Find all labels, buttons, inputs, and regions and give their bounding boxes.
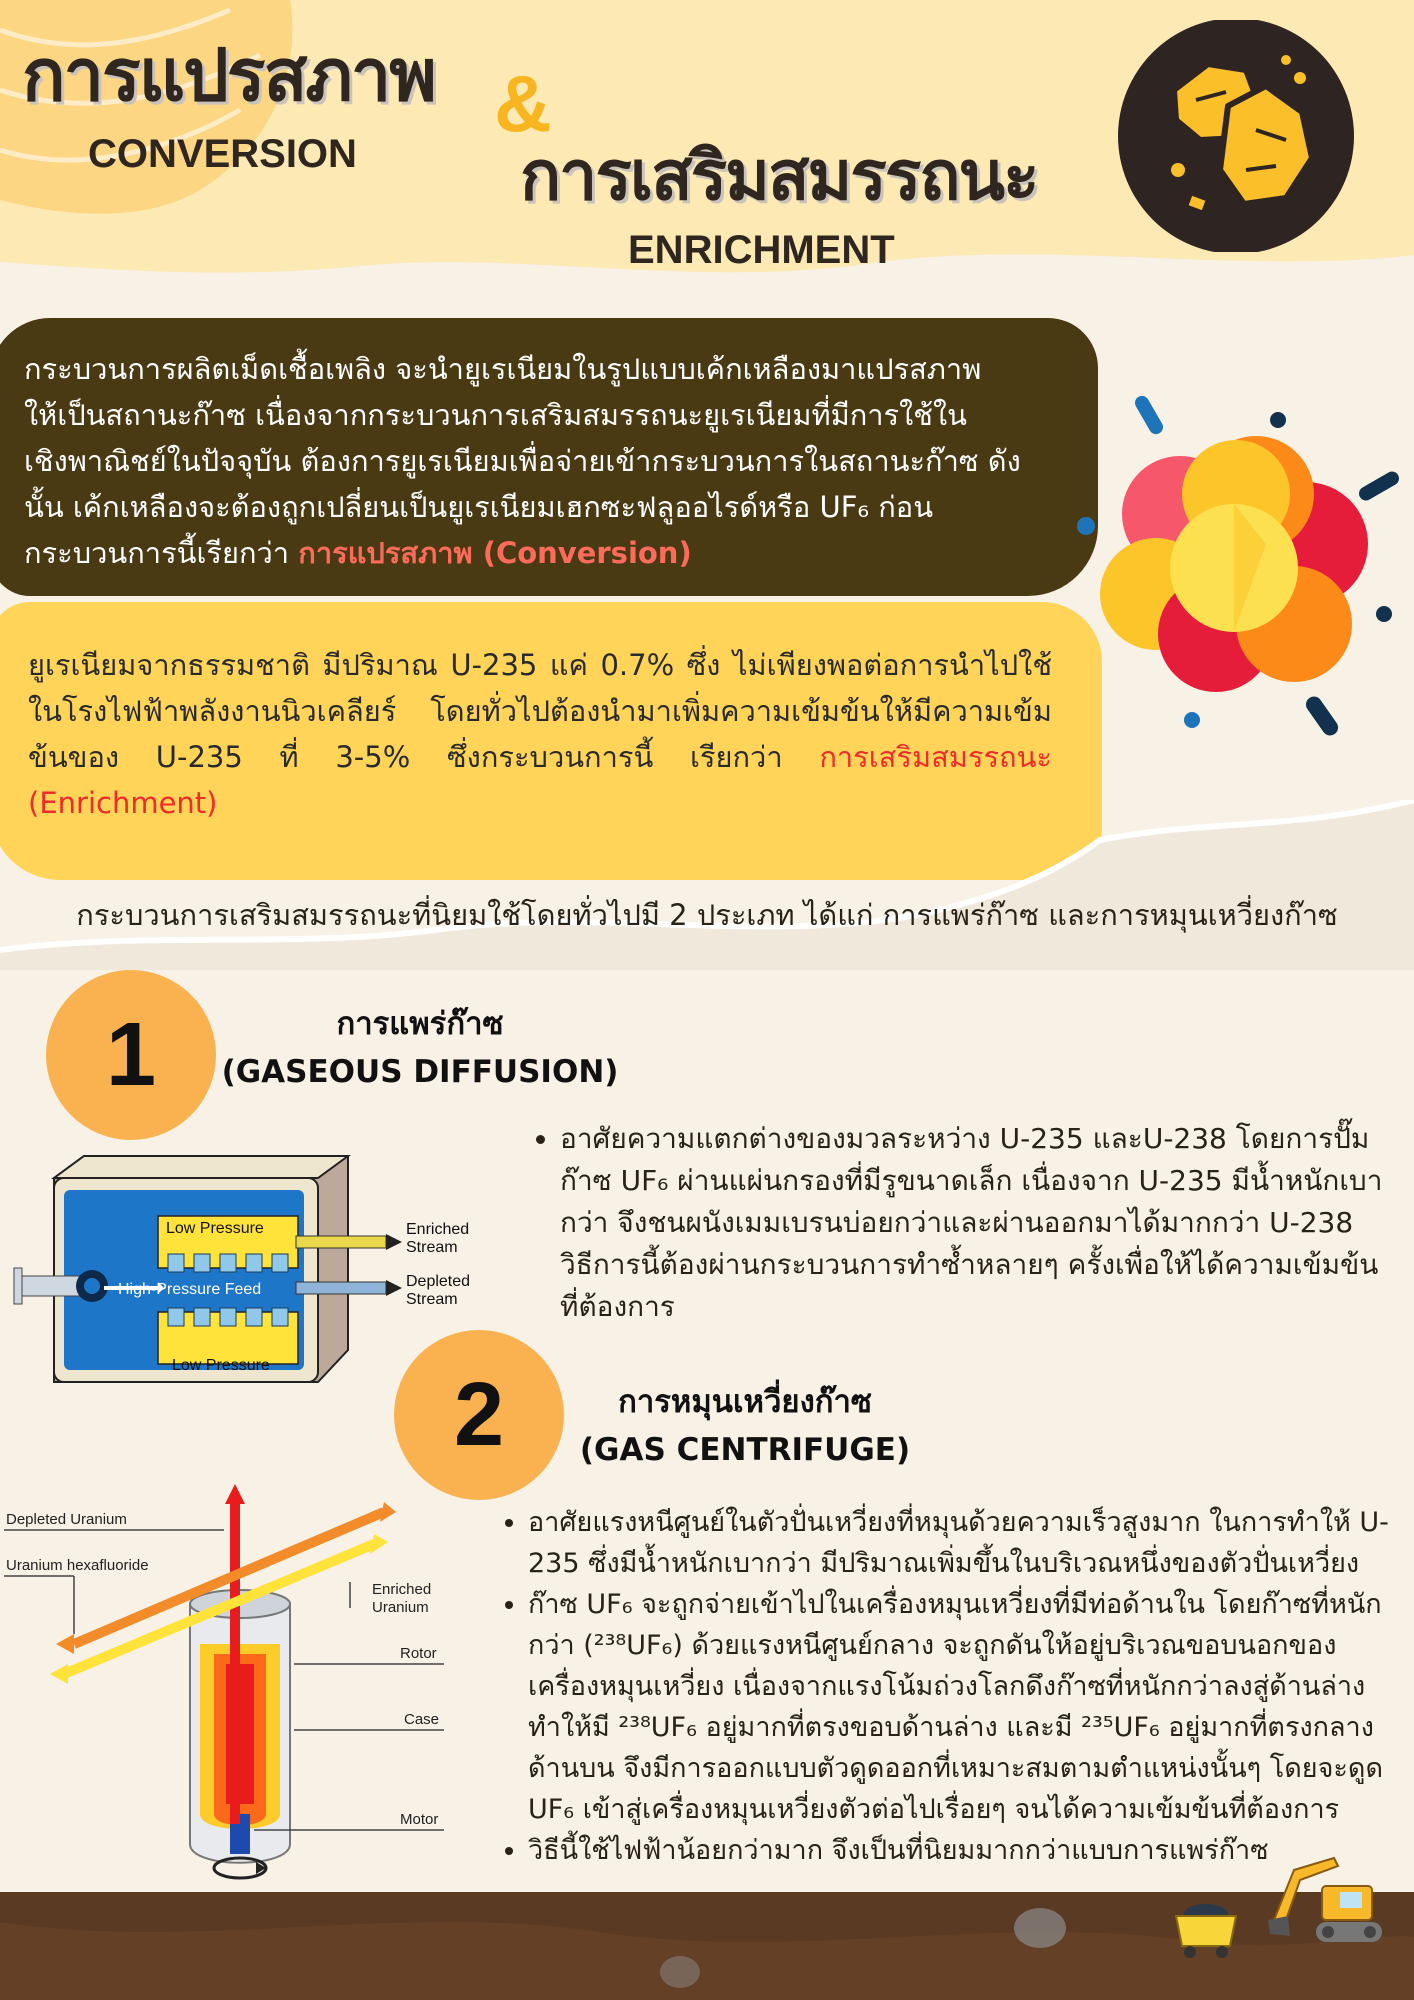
section-2-bullet-2: • ก๊าซ UF₆ จะถูกจ่ายเข้าไปในเครื่องหมุนเหวี่ยงที่มีท่อด้านใน โดยก๊าซที่หนักกว่า (²³⁸UF₆) ด้วยแรงหนีศูนย์กลาง จะถูกดันให้อยู่บริเวณขอบนอกของเครื่องหมุนเหวี่ยง เนื่องจากแรงโน้มถ่วงโลกดึงก๊าซที่หนักกว่าลงสู่ด้านล่าง ทำให้มี ²³⁸UF₆ อยู่มากที่ตรงขอบด้านล่าง และมี ²³⁵UF₆ อยู่มากที่ตรงกลางด้านบน จึงมีการออกแบบตัวดูดออกที่เหมาะสมตามตำแหน่งนั้นๆ โดยจะดูด UF₆ เข้าสู่เครื่องหมุนเหวี่ยงตัวต่อไปเรื่อยๆ จนได้ความเข้มข้นที่ต้องการ (528, 1584, 1390, 1830)
conversion-line-2: ให้เป็นสถานะก๊าซ เนื่องจากกระบวนการเสริมสมรรถนะยูเรเนียมที่มีการใช้ใน (24, 398, 967, 432)
section-1-bullets (526, 1118, 1384, 1328)
section-1-bullet-1: • อาศัยความแตกต่างของมวลระหว่าง U-235 และU-238 โดยการปั๊มก๊าซ UF₆ ผ่านแผ่นกรองที่มีรูขนาดเล็ก เนื่องจาก U-235 มีน้ำหนักเบากว่า จึงชนผนังเมมเบรนบ่อยกว่าและผ่านออกมาได้มากกว่า U-238 วิธีการนี้ต้องผ่านกระบวนการทำซ้ำหลายๆ ครั้งเพื่อให้ได้ความเข้มข้นที่ต้องการ (560, 1118, 1384, 1328)
diffusion-low-pressure-top-label: Low Pressure (166, 1220, 264, 1237)
diffusion-enriched-label-1: Enriched (406, 1221, 470, 1238)
gas-centrifuge-diagram (4, 1484, 454, 1884)
conversion-highlight: การแปรสภาพ (Conversion) (298, 536, 692, 570)
section-1-title-en: (GASEOUS DIFFUSION) (221, 1054, 619, 1090)
title-conversion-th: การแปรสภาพ (22, 33, 435, 117)
diffusion-depleted-label-1: Depleted (406, 1273, 471, 1290)
section-2-title-th: การหมุนเหวี่ยงก๊าซ (618, 1384, 872, 1420)
enrichment-types-intro: กระบวนการเสริมสมรรถนะที่นิยมใช้โดยทั่วไปมี 2 ประเภท ได้แก่ การแพร่ก๊าซ และการหมุนเหวี่ยงก๊าซ (76, 898, 1338, 932)
section-2-bullet-1: • อาศัยแรงหนีศูนย์ในตัวปั่นเหวี่ยงที่หมุนด้วยความเร็วสูงมาก ในการทำให้ U-235 ซึ่งมีน้ำหนักเบากว่า มีปริมาณเพิ่มขึ้นในบริเวณหนึ่งของตัวปั่นเหวี่ยง (528, 1502, 1390, 1584)
atom-burst-icon (1066, 394, 1414, 764)
centrifuge-enriched-label-1: Enriched (372, 1581, 432, 1598)
centrifuge-uranium-hexafluoride-label: Uranium hexafluoride (6, 1557, 149, 1574)
ampersand: & (494, 59, 552, 148)
mining-cart-icon (1170, 1900, 1242, 1960)
section-1-title (200, 1000, 640, 1096)
diffusion-low-pressure-bottom-label: Low Pressure (172, 1357, 270, 1374)
diffusion-depleted-label-2: Stream (406, 1291, 458, 1308)
conversion-line-3: เชิงพาณิชย์ในปัจจุบัน ต้องการยูเรเนียมเพื่อจ่ายเข้ากระบวนการในสถานะก๊าซ ดัง (24, 444, 1021, 478)
diffusion-enriched-label-2: Stream (406, 1239, 458, 1256)
section-1-title-th: การแพร่ก๊าซ (336, 1006, 504, 1042)
torn-paper-divider (0, 800, 1414, 970)
title-conversion-en: CONVERSION (88, 132, 357, 176)
section-2-bullets (494, 1502, 1390, 1871)
excavator-icon (1264, 1850, 1388, 1950)
title-enrichment-th: การเสริมสมรรถนะ (520, 137, 1038, 216)
section-2-title (540, 1378, 950, 1474)
title-enrichment-en: ENRICHMENT (628, 228, 895, 272)
section-2-bullet-3: • วิธีนี้ใช้ไฟฟ้าน้อยกว่ามาก จึงเป็นที่นิยมมากกว่าแบบการแพร่ก๊าซ (528, 1830, 1390, 1871)
centrifuge-enriched-label-2: Uranium (372, 1599, 429, 1616)
section-2-title-en: (GAS CENTRIFUGE) (579, 1432, 911, 1468)
conversion-line-1: กระบวนการผลิตเม็ดเชื้อเพลิง จะนำยูเรเนียมในรูปแบบเค้กเหลืองมาแปรสภาพ (24, 352, 982, 386)
section-1-number: 1 (46, 970, 216, 1140)
section-2-number: 2 (394, 1330, 564, 1500)
conversion-description-box (0, 318, 1098, 596)
centrifuge-rotor-label: Rotor (400, 1645, 437, 1662)
centrifuge-depleted-uranium-label: Depleted Uranium (6, 1511, 127, 1528)
centrifuge-motor-label: Motor (400, 1811, 439, 1828)
diffusion-high-pressure-feed-label: High-Pressure Feed (118, 1281, 262, 1298)
enrichment-text: ยูเรเนียมจากธรรมชาติ มีปริมาณ U-235 แค่ 0.7% ซึ่ง ไม่เพียงพอต่อการนำไปใช้ในโรงไฟฟ้าพลังงานนิวเคลียร์ โดยทั่วไปต้องนำมาเพิ่มความเข้มข้นให้มีความเข้มข้นของ U-235 ที่ 3-5% ซึ่งกระบวนการนี้ เรียกว่า (28, 648, 1052, 774)
conversion-line-5 (24, 530, 1068, 576)
uranium-ore-icon (1116, 20, 1356, 252)
conversion-line-5-text: กระบวนการนี้เรียกว่า (24, 536, 299, 570)
enrichment-highlight: การเสริมสมรรถนะ (Enrichment) (28, 740, 1052, 820)
centrifuge-case-label: Case (404, 1711, 440, 1728)
conversion-line-4: นั้น เค้กเหลืองจะต้องถูกเปลี่ยนเป็นยูเรเนียมเฮกซะฟลูออไรด์หรือ UF₆ ก่อน (24, 490, 934, 524)
